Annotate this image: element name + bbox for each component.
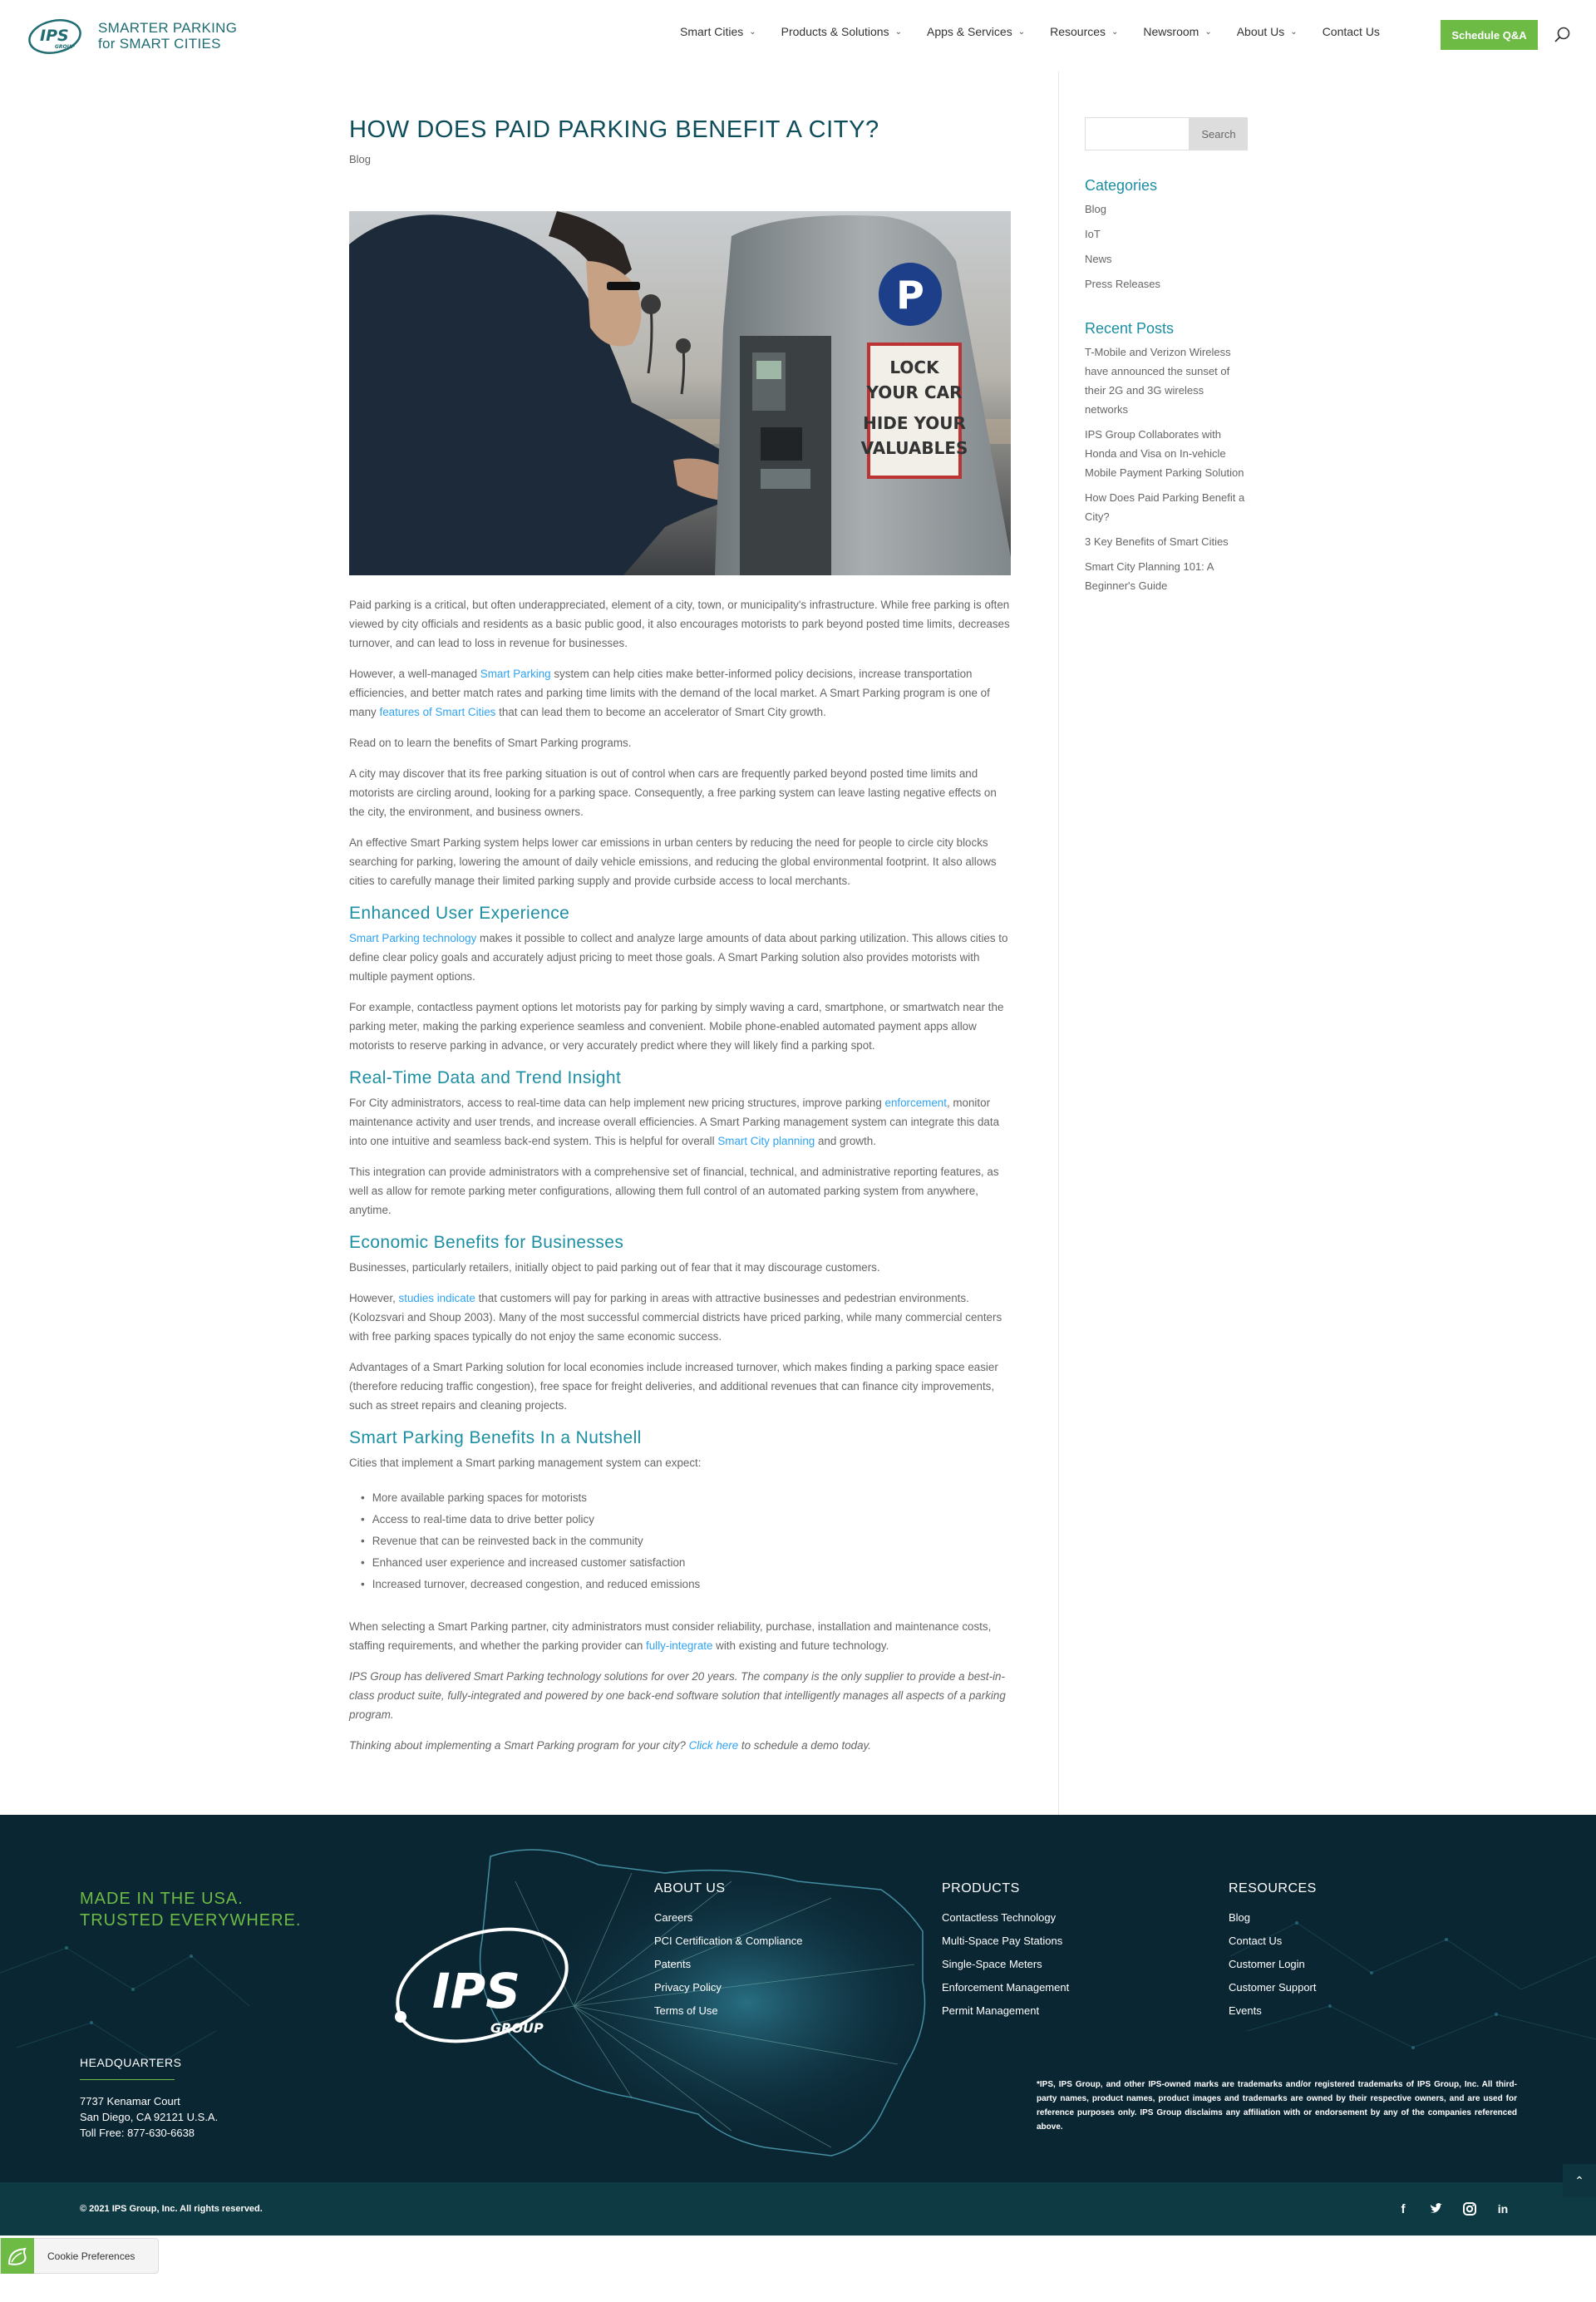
headquarters-divider xyxy=(80,2079,175,2080)
paragraph: This integration can provide administrators with a comprehensive set of financial, technical, and administrative reporting features, as well as allow for remote parking meter configurations, allowing them full control of an automated parking system from anywhere, anytime. xyxy=(349,1166,999,1216)
text-run: and growth. xyxy=(815,1135,876,1147)
paragraph: Advantages of a Smart Parking solution for local economies include increased turnover, which makes finding a parking space easier (therefore reducing traffic congestion), free space for freight deliveries, and additional revenues that can finance city improvements, such as street repairs and cleaning projects. xyxy=(349,1361,998,1412)
recent-post-link[interactable]: IPS Group Collaborates with Honda and Visa on In-vehicle Mobile Payment Parking Solution xyxy=(1085,428,1244,479)
article-body xyxy=(349,595,1011,1767)
tagline-line-1: MADE IN THE USA. xyxy=(80,1890,244,1908)
svg-text:IPS: IPS xyxy=(40,27,69,45)
chevron-down-icon: ⌄ xyxy=(749,27,756,37)
text-run: that can lead them to become an accelerator of Smart City growth. xyxy=(495,706,826,718)
paragraph xyxy=(349,929,1011,986)
footer-tagline xyxy=(80,1888,301,1931)
site-footer xyxy=(0,1815,1596,2182)
company-statement: IPS Group has delivered Smart Parking technology solutions for over 20 years. The company is the only supplier to provide a best-in-class product suite, fully-integrated and powered by one back-end software solution that intelligently manages all aspects of a parking program. xyxy=(349,1670,1006,1721)
text-run: However, xyxy=(349,1292,399,1304)
footer-bottom-bar xyxy=(0,2182,1596,2235)
text-run: that customers will pay for parking in areas with attractive businesses and pedestrian environments. (Kolozsvari and Shoup 2003). Many of the most successful commercial districts have priced parking, while many commercial centers with free parking spaces typically do not enjoy the same economic success. xyxy=(349,1292,1002,1343)
svg-text:GROUP: GROUP xyxy=(490,2020,544,2036)
address-line: San Diego, CA 92121 U.S.A. xyxy=(80,2111,219,2123)
footer-link[interactable]: Single-Space Meters xyxy=(942,1958,1042,1970)
list-item: • Enhanced user experience and increased customer satisfaction xyxy=(361,1552,1011,1574)
paragraph: Cities that implement a Smart parking management system can expect: xyxy=(349,1457,702,1469)
svg-text:VALUABLES: VALUABLES xyxy=(860,438,968,458)
paragraph xyxy=(349,664,1011,722)
paragraph xyxy=(349,1093,1011,1151)
smart-parking-link[interactable]: Smart Parking xyxy=(480,668,551,680)
chevron-down-icon: ⌄ xyxy=(1017,27,1026,37)
section-heading: Economic Benefits for Businesses xyxy=(349,1233,624,1252)
nav-products-solutions[interactable] xyxy=(781,25,902,38)
chevron-down-icon: ⌄ xyxy=(1204,27,1212,37)
paragraph: Businesses, particularly retailers, initially object to paid parking out of fear that it may discourage customers. xyxy=(349,1261,880,1274)
footer-link[interactable]: Careers xyxy=(654,1911,693,1924)
list-item: • Revenue that can be reinvested back in the community xyxy=(361,1531,1011,1552)
text-run: system can help cities make better-informed policy decisions, increase transportation efficiencies, and better match rates and parking time limits with the demand of the local market. A Smart Parking program is one of many xyxy=(349,668,990,718)
copyright: © 2021 IPS Group, Inc. All rights reserved. xyxy=(80,2204,263,2214)
footer-link[interactable]: Permit Management xyxy=(942,2004,1040,2017)
section-heading: Enhanced User Experience xyxy=(349,904,570,923)
smart-parking-technology-link[interactable]: Smart Parking technology xyxy=(349,932,477,944)
click-here-link[interactable]: Click here xyxy=(688,1739,739,1752)
list-item: • Access to real-time data to drive better policy xyxy=(361,1509,1011,1531)
category-link[interactable]: News xyxy=(1085,253,1112,265)
text-run: with existing and future technology. xyxy=(712,1639,889,1652)
search-input[interactable] xyxy=(1085,117,1190,150)
post-header xyxy=(349,115,1011,165)
headquarters-address xyxy=(80,2093,218,2141)
text-run: However, a well-managed xyxy=(349,668,480,680)
paragraph: For example, contactless payment options let motorists pay for parking by simply waving a card, smartphone, or smartwatch near the parking meter, making the parking experience seamless and convenient. Mobile phone-enabled automated payment apps allow motorists to reserve parking in advance, or very accurately predict where they will likely find a parking spot. xyxy=(349,1001,1004,1052)
site-logo[interactable] xyxy=(27,17,237,55)
site-header xyxy=(0,0,1596,71)
footer-column-title: PRODUCTS xyxy=(942,1881,1020,1895)
category-link[interactable]: Blog xyxy=(1085,203,1107,215)
list-item: • More available parking spaces for motorists xyxy=(361,1487,1011,1509)
footer-link[interactable]: Terms of Use xyxy=(654,2004,718,2017)
footer-link[interactable]: Contactless Technology xyxy=(942,1911,1057,1924)
paragraph xyxy=(349,1667,1011,1724)
facebook-icon[interactable]: f xyxy=(1401,2201,1406,2216)
recent-post-link[interactable]: How Does Paid Parking Benefit a City? xyxy=(1085,491,1245,523)
enforcement-link[interactable]: enforcement xyxy=(884,1097,947,1109)
svg-text:IPS: IPS xyxy=(432,1963,520,2019)
paragraph: Paid parking is a critical, but often underappreciated, element of a city, town, or municipality's infrastructure. While free parking is often viewed by city officials and residents as a basic public good, it also encourages motorists to park beyond posted time limits, decreases turnover, and can lead to loss in revenue for businesses. xyxy=(349,599,1010,649)
logo-line-1: SMARTER PARKING xyxy=(98,20,238,36)
footer-link[interactable]: Multi-Space Pay Stations xyxy=(942,1935,1063,1947)
recent-post-link[interactable]: Smart City Planning 101: A Beginner's Guide xyxy=(1085,560,1214,592)
text-run: , monitor maintenance activity and user trends, and increase overall efficiencies. A Smart Parking management system can integrate this data into one intuitive and seamless back-end system. This is helpful for overall xyxy=(349,1097,1000,1147)
recent-post-link[interactable]: 3 Key Benefits of Smart Cities xyxy=(1085,535,1229,548)
footer-link[interactable]: PCI Certification & Compliance xyxy=(654,1935,803,1947)
svg-text:HIDE YOUR: HIDE YOUR xyxy=(863,413,966,433)
footer-link[interactable]: Events xyxy=(1229,2004,1262,2017)
search-icon[interactable] xyxy=(1554,26,1572,44)
instagram-icon[interactable] xyxy=(1461,2201,1478,2217)
text-run: makes it possible to collect and analyze large amounts of data about parking utilization. This allows cities to define clear policy goals and accurately adjust pricing to meet those goals. A Smart Parking solution also provides motorists with multiple payment options. xyxy=(349,932,1008,983)
footer-products-column xyxy=(942,1881,1069,2023)
recent-posts-title: Recent Posts xyxy=(1085,320,1175,337)
scroll-to-top-button[interactable] xyxy=(1563,2164,1596,2197)
hero-image xyxy=(349,211,1011,575)
nav-label: Smart Cities xyxy=(680,25,744,38)
text-run: When selecting a Smart Parking partner, city administrators must consider reliability, purchase, installation and maintenance costs, staffing requirements, and whether the parking provider can xyxy=(349,1620,992,1652)
category-link[interactable]: IoT xyxy=(1085,228,1101,240)
nav-label: About Us xyxy=(1236,25,1285,38)
sidebar xyxy=(1085,117,1248,601)
sidebar-search xyxy=(1085,117,1248,150)
nav-about-us[interactable] xyxy=(1237,25,1298,38)
footer-column-title: RESOURCES xyxy=(1229,1881,1317,1895)
svg-text:GROUP: GROUP xyxy=(55,44,75,50)
logo-line-2: for SMART CITIES xyxy=(98,36,221,52)
smart-city-planning-link[interactable]: Smart City planning xyxy=(717,1135,815,1147)
fully-integrate-link[interactable]: fully-integrate xyxy=(646,1639,713,1652)
benefits-list xyxy=(361,1487,1011,1595)
page-title: HOW DOES PAID PARKING BENEFIT A CITY? xyxy=(349,116,879,143)
categories-title: Categories xyxy=(1085,177,1158,194)
nav-smart-cities[interactable] xyxy=(680,25,756,38)
nav-newsroom[interactable] xyxy=(1143,25,1211,38)
paragraph: Read on to learn the benefits of Smart Parking programs. xyxy=(349,737,632,749)
search-button[interactable]: Search xyxy=(1190,117,1248,150)
footer-link[interactable]: Patents xyxy=(654,1958,692,1970)
category-link[interactable]: Press Releases xyxy=(1085,278,1161,290)
footer-link[interactable]: Blog xyxy=(1229,1911,1251,1924)
paragraph: A city may discover that its free parking situation is out of control when cars are frequently parked beyond posted time limits and motorists are circling around, looking for a parking space. Consequently, a free parking system can leave lasting negative effects on the city, the environment, and business owners. xyxy=(349,767,997,818)
chevron-up-icon: ⌃ xyxy=(1574,2173,1584,2187)
nav-label: Newsroom xyxy=(1143,25,1199,38)
recent-post-link[interactable]: T-Mobile and Verizon Wireless have announced the sunset of their 2G and 3G wireless networks xyxy=(1085,346,1231,416)
nav-apps-services[interactable] xyxy=(927,25,1025,38)
nav-label: Products & Solutions xyxy=(781,25,889,38)
nav-contact-us[interactable] xyxy=(1323,25,1380,38)
footer-about-column xyxy=(654,1881,802,2023)
text-run: Thinking about implementing a Smart Parking program for your city? xyxy=(349,1739,689,1752)
text-run: For City administrators, access to real-time data can help implement new pricing structures, improve parking xyxy=(349,1097,885,1109)
paragraph xyxy=(349,1736,1011,1755)
phone-line: Toll Free: 877-630-6638 xyxy=(80,2127,195,2139)
studies-indicate-link[interactable]: studies indicate xyxy=(398,1292,475,1304)
svg-text:LOCK: LOCK xyxy=(889,357,939,377)
tagline-line-2: TRUSTED EVERYWHERE. xyxy=(80,1911,302,1930)
cookie-settings-icon xyxy=(1,2238,34,2274)
logo-wordmark xyxy=(98,20,237,52)
svg-text:P: P xyxy=(896,273,924,318)
linkedin-icon[interactable]: in xyxy=(1497,2202,1509,2216)
svg-text:YOUR CAR: YOUR CAR xyxy=(866,382,963,402)
chevron-down-icon: ⌄ xyxy=(1290,27,1298,37)
nav-label: Apps & Services xyxy=(926,25,1012,38)
paragraph: An effective Smart Parking system helps lower car emissions in urban centers by reducing the need for people to circle city blocks searching for parking, lowering the amount of daily vehicle emissions, and reducing the global environmental footprint. It also allows cities to carefully manage their limited parking supply and provide curbside access to local merchants. xyxy=(349,836,997,887)
trademark-disclaimer: *IPS, IPS Group, and other IPS-owned marks are trademarks and/or registered trademarks of IPS Group, Inc. All third-party names, product names, product images and trademarks are owned by their respective owners, and are used for reference purposes only. IPS Group disclaims any affiliation with or endorsement by any of the companies referenced above. xyxy=(1037,2080,1517,2132)
text-run: to schedule a demo today. xyxy=(738,1739,871,1752)
section-heading: Real-Time Data and Trend Insight xyxy=(349,1068,622,1087)
footer-link[interactable]: Enforcement Management xyxy=(942,1981,1070,1994)
section-heading: Smart Parking Benefits In a Nutshell xyxy=(349,1428,642,1447)
footer-link[interactable]: Contact Us xyxy=(1229,1935,1283,1947)
chevron-down-icon: ⌄ xyxy=(894,27,902,37)
headquarters-title: HEADQUARTERS xyxy=(80,2056,182,2069)
cookie-preferences-button[interactable] xyxy=(0,2238,159,2274)
footer-resources-column xyxy=(1229,1881,1317,2023)
nav-resources[interactable] xyxy=(1050,25,1118,38)
ips-logo-icon xyxy=(27,17,85,55)
address-line: 7737 Kenamar Court xyxy=(80,2095,180,2107)
list-item: • Increased turnover, decreased congestion, and reduced emissions xyxy=(361,1574,1011,1595)
sidebar-divider xyxy=(1058,71,1059,1815)
twitter-icon[interactable] xyxy=(1428,2201,1445,2217)
footer-link[interactable]: Privacy Policy xyxy=(654,1981,722,1994)
features-smart-cities-link[interactable]: features of Smart Cities xyxy=(379,706,496,718)
footer-column-title: ABOUT US xyxy=(654,1881,726,1895)
paragraph xyxy=(349,1617,1011,1655)
footer-link[interactable]: Customer Login xyxy=(1229,1958,1305,1970)
schedule-qa-button[interactable]: Schedule Q&A xyxy=(1441,20,1538,50)
nav-label: Resources xyxy=(1050,25,1106,38)
main-nav xyxy=(680,25,1405,38)
footer-link[interactable]: Customer Support xyxy=(1229,1981,1317,1994)
chevron-down-icon: ⌄ xyxy=(1111,27,1119,37)
paragraph xyxy=(349,1289,1011,1346)
post-category-link[interactable]: Blog xyxy=(349,153,372,165)
cookie-preferences-label: Cookie Preferences xyxy=(47,2250,135,2262)
nav-label: Contact Us xyxy=(1322,25,1380,38)
